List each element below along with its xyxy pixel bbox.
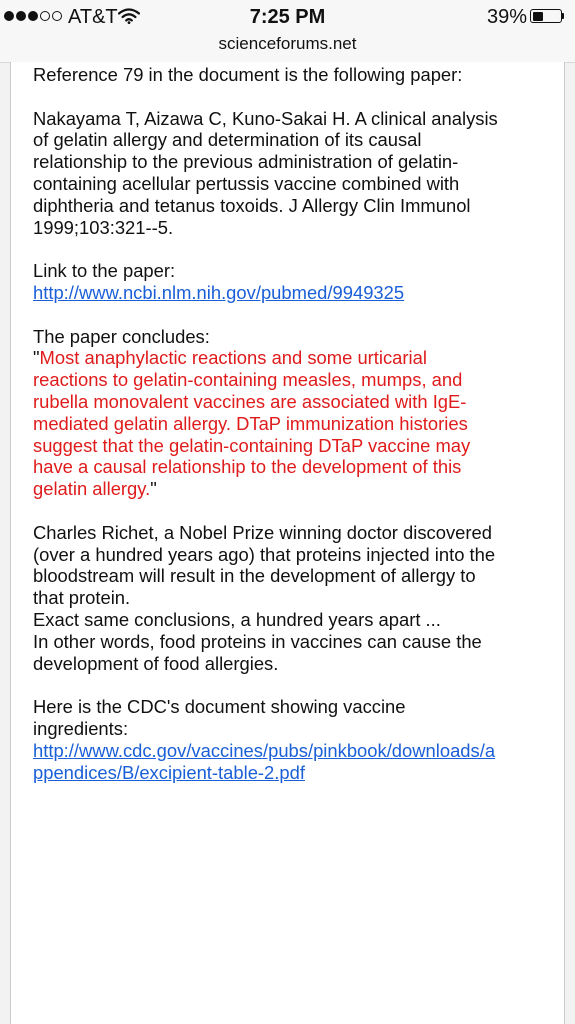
paragraph-line: Charles Richet, a Nobel Prize winning doctor discovered [33,521,492,543]
clock-time: 7:25 PM [249,6,326,28]
cdc-link-line[interactable]: ppendices/B/excipient-table-2.pdf [33,761,305,783]
quote-line: "Most anaphylactic reactions and some urticarial [33,347,427,369]
quote-block [33,347,548,500]
paragraph-line: development of food allergies. [33,652,279,674]
citation [33,108,548,239]
forum-post [10,62,565,1024]
citation-line: Nakayama T, Aizawa C, Kuno-Sakai H. A clinical analysis [33,107,498,129]
address-domain[interactable]: scienceforums.net [218,34,357,53]
citation-line: 1999;103:321--5. [33,216,174,238]
carrier-name: AT&T [68,6,118,28]
paragraph-line: Exact same conclusions, a hundred years apart ... [33,608,441,630]
citation-line: relationship to the previous administration of gelatin- [33,151,459,173]
paragraph-line: In other words, food proteins in vaccines can cause the [33,630,482,652]
post-body [33,64,548,783]
quote-line: reactions to gelatin-containing measles, mumps, and [33,369,463,391]
quote-line: gelatin allergy." [33,478,157,500]
citation-line: containing acellular pertussis vaccine combined with [33,172,460,194]
citation-line: diphtheria and tetanus toxoids. J Allergy Clin Immunol [33,194,471,216]
link-label: Link to the paper: [33,260,176,282]
reference-intro: Reference 79 in the document is the following paper: [33,64,463,85]
paragraph-line: bloodstream will result in the development of allergy to [33,565,476,587]
pubmed-link[interactable]: http://www.ncbi.nlm.nih.gov/pubmed/9949325 [33,281,405,303]
quote-line: rubella monovalent vaccines are associated with IgE- [33,390,467,412]
citation-line: of gelatin allergy and determination of its causal [33,129,422,151]
quote-close-mark: " [150,478,157,500]
paragraph-line: (over a hundred years ago) that proteins injected into the [33,543,496,565]
quote-line: mediated gelatin allergy. DTaP immunization histories [33,412,468,434]
cdc-link-line[interactable]: http://www.cdc.gov/vaccines/pubs/pinkbook/downloads/a [33,739,496,761]
cdc-intro-line: ingredients: [33,717,129,739]
quote-open-mark: " [33,347,40,369]
battery-tip [562,13,564,19]
richet-paragraph [33,522,548,675]
battery-icon [530,9,562,23]
quote-line: suggest that the gelatin-containing DTaP vaccine may [33,434,471,456]
address-bar[interactable] [0,34,575,63]
battery-percent: 39% [487,6,528,28]
battery-level-fill [533,12,543,21]
status-bar [0,0,575,34]
conclusion-label: The paper concludes: [33,325,210,347]
cdc-link[interactable] [33,740,548,784]
quote-line: have a causal relationship to the development of this [33,456,462,478]
paragraph-line: that protein. [33,587,131,609]
cdc-intro-line: Here is the CDC's document showing vaccine [33,696,406,718]
